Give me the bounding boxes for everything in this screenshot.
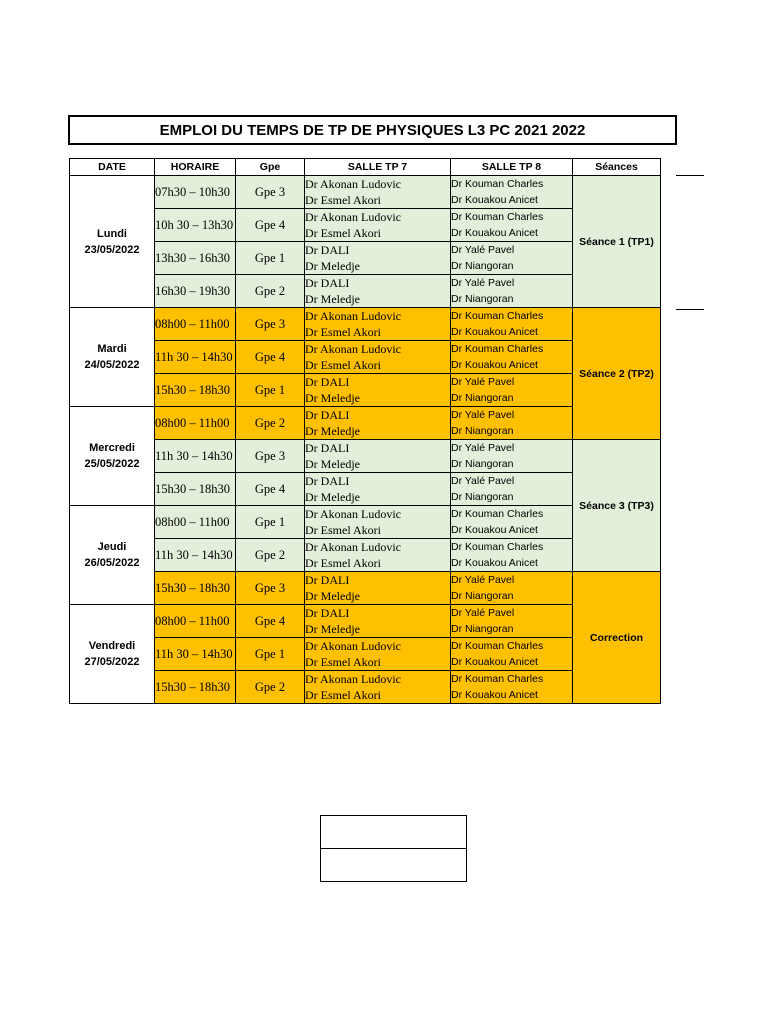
teacher-name: Dr Akonan Ludovic [305,507,401,521]
teacher-name: Dr Yalé Pavel [451,574,515,586]
empty-box [320,815,467,849]
salle-tp7-cell [305,506,451,539]
salle-tp8-cell [451,209,573,242]
divider [676,309,704,310]
teacher-name: Dr Esmel Akori [305,688,381,702]
group-cell: Gpe 3 [236,572,305,605]
salle-tp7-cell [305,275,451,308]
table-row [70,176,661,209]
table-row [70,671,661,704]
header-salle-tp8: SALLE TP 8 [451,159,573,176]
horaire-cell: 15h30 – 18h30 [155,473,236,506]
teacher-name: Dr Kouakou Anicet [451,557,538,569]
teacher-name: Dr Kouman Charles [451,541,544,553]
day-name: Vendredi [88,640,136,652]
table-row [70,473,661,506]
teacher-name: Dr Kouakou Anicet [451,524,538,536]
horaire-cell: 13h30 – 16h30 [155,242,236,275]
table-row [70,539,661,572]
teacher-name: Dr Kouman Charles [451,343,544,355]
header-horaire: HORAIRE [155,159,236,176]
date-cell [70,605,155,704]
table-row [70,374,661,407]
teacher-name: Dr Yalé Pavel [451,475,515,487]
teacher-name: Dr Niangoran [451,260,514,272]
seance-cell: Correction [573,572,661,704]
day-date: 27/05/2022 [84,656,140,668]
group-cell: Gpe 1 [236,638,305,671]
seance-cell: Séance 3 (TP3) [573,440,661,572]
table-row [70,605,661,638]
teacher-name: Dr Kouakou Anicet [451,656,538,668]
day-date: 24/05/2022 [84,359,140,371]
teacher-name: Dr Kouakou Anicet [451,227,538,239]
teacher-name: Dr Esmel Akori [305,325,381,339]
group-cell: Gpe 2 [236,407,305,440]
empty-box [320,848,467,882]
teacher-name: Dr DALI [305,474,350,488]
date-cell [70,176,155,308]
horaire-cell: 11h 30 – 14h30 [155,539,236,572]
table-row [70,275,661,308]
teacher-name: Dr Akonan Ludovic [305,309,401,323]
group-cell: Gpe 4 [236,209,305,242]
seance-cell: Séance 1 (TP1) [573,176,661,308]
salle-tp8-cell [451,341,573,374]
teacher-name: Dr Akonan Ludovic [305,177,401,191]
teacher-name: Dr DALI [305,408,350,422]
teacher-name: Dr Akonan Ludovic [305,672,401,686]
salle-tp7-cell [305,539,451,572]
group-cell: Gpe 4 [236,605,305,638]
horaire-cell: 11h 30 – 14h30 [155,638,236,671]
day-name: Mercredi [89,442,135,454]
header-row [70,159,661,176]
day-name: Mardi [97,343,127,355]
salle-tp8-cell [451,572,573,605]
divider [676,175,704,176]
group-cell: Gpe 1 [236,242,305,275]
salle-tp8-cell [451,638,573,671]
teacher-name: Dr Niangoran [451,425,514,437]
teacher-name: Dr DALI [305,606,350,620]
table-row [70,440,661,473]
teacher-name: Dr Kouman Charles [451,178,544,190]
teacher-name: Dr Meledje [305,424,360,438]
teacher-name: Dr Yalé Pavel [451,442,515,454]
salle-tp7-cell [305,209,451,242]
teacher-name: Dr DALI [305,441,350,455]
group-cell: Gpe 1 [236,506,305,539]
group-cell: Gpe 3 [236,176,305,209]
salle-tp7-cell [305,374,451,407]
day-name: Jeudi [97,541,127,553]
salle-tp7-cell [305,605,451,638]
schedule-table [69,158,661,704]
teacher-name: Dr Akonan Ludovic [305,639,401,653]
teacher-name: Dr Kouman Charles [451,508,544,520]
teacher-name: Dr DALI [305,276,350,290]
salle-tp7-cell [305,242,451,275]
teacher-name: Dr DALI [305,243,350,257]
teacher-name: Dr Niangoran [451,590,514,602]
salle-tp7-cell [305,176,451,209]
teacher-name: Dr Meledje [305,490,360,504]
teacher-name: Dr Akonan Ludovic [305,342,401,356]
group-cell: Gpe 2 [236,539,305,572]
horaire-cell: 11h 30 – 14h30 [155,440,236,473]
horaire-cell: 15h30 – 18h30 [155,671,236,704]
teacher-name: Dr Kouakou Anicet [451,359,538,371]
date-cell [70,407,155,506]
table-row [70,506,661,539]
teacher-name: Dr Yalé Pavel [451,376,515,388]
horaire-cell: 10h 30 – 13h30 [155,209,236,242]
horaire-cell: 15h30 – 18h30 [155,374,236,407]
salle-tp7-cell [305,638,451,671]
salle-tp8-cell [451,506,573,539]
teacher-name: Dr DALI [305,573,350,587]
salle-tp7-cell [305,308,451,341]
teacher-name: Dr Kouman Charles [451,310,544,322]
group-cell: Gpe 4 [236,473,305,506]
header-salle-tp7: SALLE TP 7 [305,159,451,176]
table-row [70,308,661,341]
day-date: 26/05/2022 [84,557,140,569]
teacher-name: Dr Yalé Pavel [451,607,515,619]
table-row [70,341,661,374]
horaire-cell: 08h00 – 11h00 [155,407,236,440]
salle-tp7-cell [305,440,451,473]
salle-tp7-cell [305,671,451,704]
teacher-name: Dr Kouakou Anicet [451,194,538,206]
horaire-cell: 08h00 – 11h00 [155,605,236,638]
teacher-name: Dr Kouman Charles [451,673,544,685]
date-cell [70,308,155,407]
group-cell: Gpe 3 [236,440,305,473]
group-cell: Gpe 1 [236,374,305,407]
teacher-name: Dr Kouakou Anicet [451,326,538,338]
horaire-cell: 08h00 – 11h00 [155,308,236,341]
salle-tp7-cell [305,572,451,605]
teacher-name: Dr Akonan Ludovic [305,210,401,224]
teacher-name: Dr Meledje [305,589,360,603]
salle-tp8-cell [451,176,573,209]
teacher-name: Dr Esmel Akori [305,655,381,669]
horaire-cell: 11h 30 – 14h30 [155,341,236,374]
date-cell [70,506,155,605]
salle-tp8-cell [451,275,573,308]
header-date: DATE [70,159,155,176]
salle-tp8-cell [451,473,573,506]
teacher-name: Dr Niangoran [451,458,514,470]
salle-tp8-cell [451,605,573,638]
salle-tp7-cell [305,407,451,440]
teacher-name: Dr Niangoran [451,293,514,305]
salle-tp8-cell [451,242,573,275]
teacher-name: Dr Niangoran [451,623,514,635]
teacher-name: Dr Meledje [305,391,360,405]
teacher-name: Dr Esmel Akori [305,193,381,207]
salle-tp8-cell [451,671,573,704]
table-row [70,638,661,671]
day-name: Lundi [97,227,127,240]
header-gpe: Gpe [236,159,305,176]
table-row [70,572,661,605]
seance-cell: Séance 2 (TP2) [573,308,661,440]
salle-tp8-cell [451,374,573,407]
teacher-name: Dr Niangoran [451,392,514,404]
teacher-name: Dr Niangoran [451,491,514,503]
teacher-name: Dr Esmel Akori [305,226,381,240]
day-date: 23/05/2022 [84,243,140,256]
horaire-cell: 07h30 – 10h30 [155,176,236,209]
group-cell: Gpe 3 [236,308,305,341]
group-cell: Gpe 2 [236,275,305,308]
teacher-name: Dr Meledje [305,622,360,636]
teacher-name: Dr DALI [305,375,350,389]
teacher-name: Dr Meledje [305,457,360,471]
table-row [70,407,661,440]
salle-tp8-cell [451,308,573,341]
teacher-name: Dr Meledje [305,292,360,306]
group-cell: Gpe 4 [236,341,305,374]
teacher-name: Dr Kouman Charles [451,211,544,223]
teacher-name: Dr Kouakou Anicet [451,689,538,701]
teacher-name: Dr Yalé Pavel [451,409,515,421]
horaire-cell: 08h00 – 11h00 [155,506,236,539]
teacher-name: Dr Yalé Pavel [451,244,515,256]
page-title: EMPLOI DU TEMPS DE TP DE PHYSIQUES L3 PC 2021 2022 [68,115,677,145]
teacher-name: Dr Esmel Akori [305,358,381,372]
horaire-cell: 15h30 – 18h30 [155,572,236,605]
teacher-name: Dr Kouman Charles [451,640,544,652]
day-date: 25/05/2022 [84,458,140,470]
salle-tp7-cell [305,473,451,506]
salle-tp7-cell [305,341,451,374]
teacher-name: Dr Meledje [305,259,360,273]
salle-tp8-cell [451,407,573,440]
teacher-name: Dr Akonan Ludovic [305,540,401,554]
table-row [70,242,661,275]
horaire-cell: 16h30 – 19h30 [155,275,236,308]
salle-tp8-cell [451,440,573,473]
teacher-name: Dr Esmel Akori [305,523,381,537]
table-row [70,209,661,242]
teacher-name: Dr Yalé Pavel [451,277,515,289]
schedule-body [70,176,661,704]
salle-tp8-cell [451,539,573,572]
group-cell: Gpe 2 [236,671,305,704]
teacher-name: Dr Esmel Akori [305,556,381,570]
header-seances: Séances [573,159,661,176]
